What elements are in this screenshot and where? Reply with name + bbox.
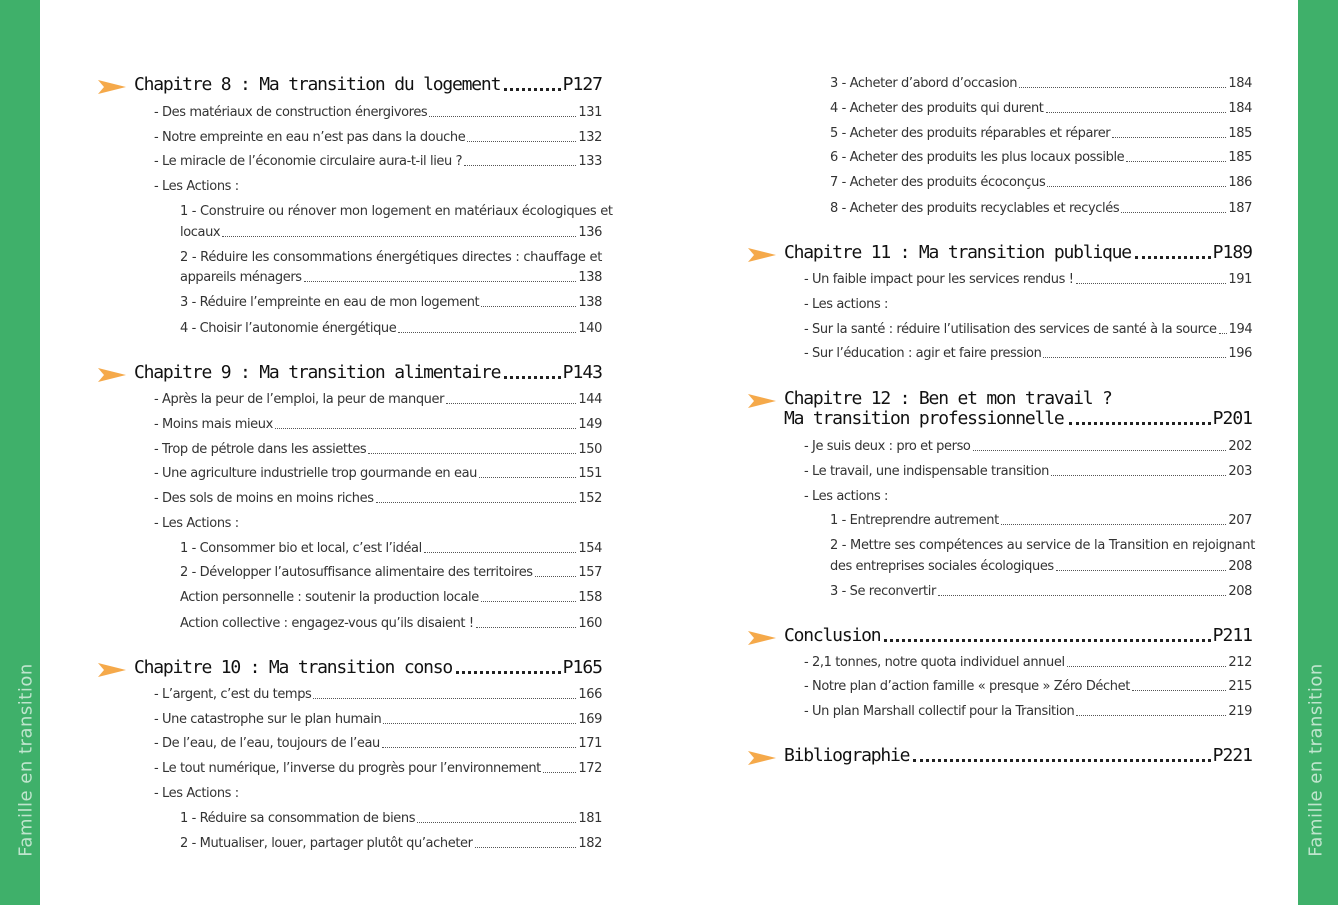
toc-subheading: - Les Actions : (154, 179, 239, 194)
chapter-10-heading[interactable]: Chapitre 10 : Ma transition conso P165 (98, 658, 602, 678)
toc-entry[interactable]: - Je suis deux : pro et perso 202 (804, 439, 1252, 454)
arrow-icon (748, 750, 776, 766)
toc-entry[interactable]: - Trop de pétrole dans les assiettes 150 (154, 442, 602, 457)
toc-entry[interactable]: - Notre empreinte en eau n’est pas dans la douche 132 (154, 130, 602, 145)
toc-entry[interactable]: 4 - Acheter des produits qui durent 184 (830, 101, 1252, 116)
toc-entry[interactable]: Action personnelle : soutenir la production locale 158 (180, 590, 602, 605)
toc-entry[interactable]: - Moins mais mieux 149 (154, 417, 602, 432)
arrow-icon (98, 79, 126, 95)
toc-entry[interactable]: - Sur la santé : réduire l’utilisation des services de santé à la source 194 (804, 322, 1253, 337)
toc-entry[interactable]: 8 - Acheter des produits recyclables et recyclés 187 (830, 201, 1252, 216)
toc-entry[interactable]: locaux 136 (180, 225, 602, 240)
toc-entry[interactable]: 5 - Acheter des produits réparables et réparer 185 (830, 126, 1252, 141)
toc-subheading: - Les Actions : (154, 516, 239, 531)
toc-entry[interactable]: 2 - Mutualiser, louer, partager plutôt qu’acheter 182 (180, 836, 602, 851)
toc-entry[interactable]: - Notre plan d’action famille « presque » Zéro Déchet 215 (804, 679, 1252, 694)
toc-entry[interactable]: 1 - Entreprendre autrement 207 (830, 513, 1252, 528)
chapter-9-heading[interactable]: Chapitre 9 : Ma transition alimentaire P143 (98, 363, 602, 383)
toc-entry[interactable]: 1 - Réduire sa consommation de biens 181 (180, 811, 602, 826)
toc-subheading: - Les Actions : (154, 786, 239, 801)
toc-entry[interactable]: - Le tout numérique, l’inverse du progrès pour l’environnement 172 (154, 761, 602, 776)
toc-entry[interactable]: - Un faible impact pour les services rendus ! 191 (804, 272, 1252, 287)
chapter-8-heading[interactable]: Chapitre 8 : Ma transition du logement P127 (98, 75, 602, 95)
toc-entry[interactable]: 3 - Réduire l’empreinte en eau de mon logement 138 (180, 295, 602, 310)
conclusion-heading[interactable]: Conclusion P211 (748, 626, 1252, 646)
chapter-11-heading[interactable]: Chapitre 11 : Ma transition publique P189 (748, 243, 1252, 263)
toc-entry[interactable]: des entreprises sociales écologiques 208 (830, 559, 1252, 574)
toc-subheading: - Les actions : (804, 489, 889, 504)
toc-entry[interactable]: - Une agriculture industrielle trop gourmande en eau 151 (154, 466, 602, 481)
toc-entry[interactable]: Action collective : engagez-vous qu’ils disaient ! 160 (180, 616, 602, 631)
toc-entry[interactable]: - Des sols de moins en moins riches 152 (154, 491, 602, 506)
toc-entry[interactable]: - Une catastrophe sur le plan humain 169 (154, 712, 602, 727)
toc-entry-wrapped[interactable]: 2 - Réduire les consommations énergétiques directes : chauffage et (180, 250, 602, 265)
arrow-icon (748, 393, 776, 409)
bibliography-heading[interactable]: Bibliographie P221 (748, 746, 1252, 766)
toc-entry[interactable]: - Après la peur de l’emploi, la peur de manquer 144 (154, 392, 602, 407)
toc-entry-wrapped[interactable]: 1 - Construire ou rénover mon logement en matériaux écologiques et (180, 204, 613, 219)
toc-entry[interactable]: 6 - Acheter des produits les plus locaux possible 185 (830, 150, 1252, 165)
toc-entry[interactable]: 4 - Choisir l’autonomie énergétique 140 (180, 321, 602, 336)
toc-entry[interactable]: - Un plan Marshall collectif pour la Transition 219 (804, 704, 1252, 719)
toc-entry[interactable]: 3 - Se reconvertir 208 (830, 584, 1252, 599)
toc-entry[interactable]: - L’argent, c’est du temps 166 (154, 687, 602, 702)
arrow-icon (748, 630, 776, 646)
arrow-icon (748, 247, 776, 263)
arrow-icon (98, 662, 126, 678)
toc-entry-wrapped[interactable]: 2 - Mettre ses compétences au service de la Transition en rejoignant (830, 538, 1256, 553)
toc-entry[interactable]: - Sur l’éducation : agir et faire pression 196 (804, 346, 1252, 361)
toc-entry[interactable]: 3 - Acheter d’abord d’occasion 184 (830, 76, 1252, 91)
toc-entry[interactable]: - De l’eau, de l’eau, toujours de l’eau 171 (154, 736, 602, 751)
toc-entry[interactable]: 1 - Consommer bio et local, c’est l’idéal 154 (180, 541, 602, 556)
chapter-12-heading[interactable]: Chapitre 12 : Ben et mon travail ? Ma transition professionnelle P201 (748, 389, 1252, 429)
toc-subheading: - Les actions : (804, 297, 889, 312)
toc-entry[interactable]: appareils ménagers 138 (180, 270, 602, 285)
toc-entry[interactable]: 7 - Acheter des produits écoconçus 186 (830, 175, 1252, 190)
toc-entry[interactable]: - Des matériaux de construction énergivores 131 (154, 105, 602, 120)
toc-entry[interactable]: - Le miracle de l’économie circulaire aura-t-il lieu ? 133 (154, 154, 602, 169)
arrow-icon (98, 367, 126, 383)
toc-entry[interactable]: - 2,1 tonnes, notre quota individuel annuel 212 (804, 655, 1252, 670)
toc-entry[interactable]: 2 - Développer l’autosuffisance alimentaire des territoires 157 (180, 565, 602, 580)
toc-entry[interactable]: - Le travail, une indispensable transition 203 (804, 464, 1252, 479)
